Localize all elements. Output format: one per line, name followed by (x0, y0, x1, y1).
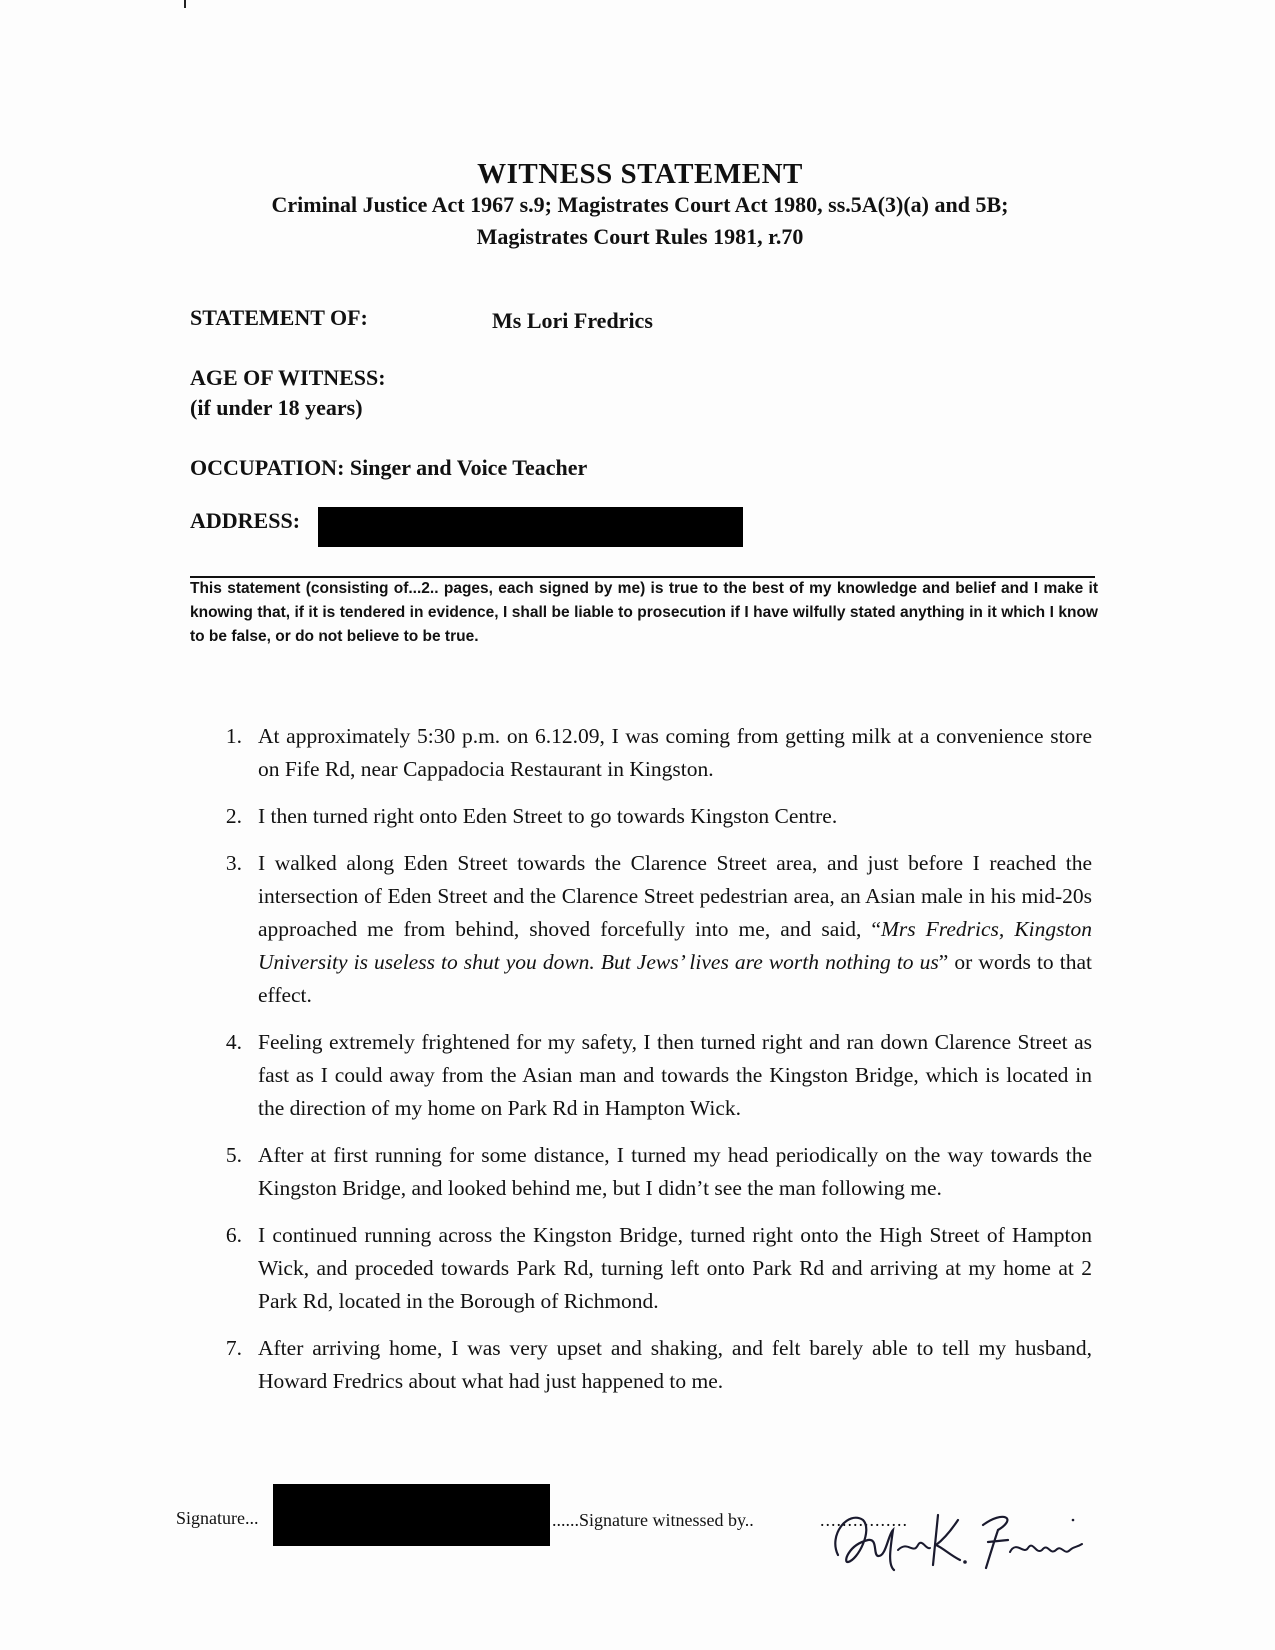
list-item (212, 1219, 1092, 1318)
list-item (212, 1026, 1092, 1125)
list-item (212, 1332, 1092, 1398)
occupation-label: OCCUPATION: (190, 455, 345, 480)
item-number: 3. (225, 851, 242, 875)
signature-label: Signature... (176, 1508, 259, 1528)
list-item (212, 1139, 1092, 1205)
occupation-value: Singer and Voice Teacher (349, 455, 588, 480)
declaration-text: This statement (consisting of...2.. pages, each signed by me) is true to the best of my knowledge and belief and I make it knowing that, if it is tendered in evidence, I shall be liable to prosecution if I have wilfully stated anything in it which I know to be false, or do not believe to be true. (190, 580, 1098, 645)
occupation-field (190, 455, 587, 481)
item-number: 2. (225, 804, 242, 828)
statement-of-label: STATEMENT OF: (190, 305, 368, 330)
item-number: 4. (225, 1030, 242, 1054)
item-text: I continued running across the Kingston Bridge, turned right onto the High Street of Hampton Wick, and proceded towards Park Rd, turning left onto Park Rd and arriving at my home at 2 Park Rd, located in the Borough of Richmond. (258, 1223, 1092, 1313)
document-subtitle-line1: Criminal Justice Act 1967 s.9; Magistrates Court Act 1980, ss.5A(3)(a) and 5B; (271, 192, 1009, 217)
list-item (212, 847, 1092, 1012)
signature-witnessed-dots: ................ (820, 1510, 908, 1530)
item-number: 7. (225, 1336, 242, 1360)
item-number: 5. (225, 1143, 242, 1167)
item-number: 1. (225, 724, 242, 748)
age-of-witness-note: (if under 18 years) (190, 395, 363, 420)
item-text: After at first running for some distance, I turned my head periodically on the way towards the Kingston Bridge, and looked behind me, but I didn’t see the man following me. (258, 1143, 1092, 1200)
address-label: ADDRESS: (190, 508, 301, 533)
item-text (258, 851, 1092, 1007)
item-text: After arriving home, I was very upset and shaking, and felt barely able to tell my husband, Howard Fredrics about what had just happened to me. (258, 1336, 1092, 1393)
list-item (212, 800, 1092, 833)
quoted-words: Mrs Fredrics, Kingston University is useless to shut you down. But Jews’ lives are worth nothing to us (258, 917, 1093, 974)
item-text-after: ” or words to that effect. (258, 950, 1092, 1007)
item-text-before: I walked along Eden Street towards the Clarence Street area, and just before I reached the intersection of Eden Street and the Clarence Street pedestrian area, an Asian male in his mid-20s approached me from behind, shoved forcefully into me, and said, “ (258, 851, 1092, 941)
item-text: I then turned right onto Eden Street to go towards Kingston Centre. (258, 804, 838, 828)
statement-items (212, 720, 1092, 1412)
item-text: At approximately 5:30 p.m. on 6.12.09, I was coming from getting milk at a convenience store on Fife Rd, near Cappadocia Restaurant in Kingston. (258, 724, 1092, 781)
age-of-witness-label: AGE OF WITNESS: (190, 365, 386, 390)
scan-mark (184, 0, 186, 8)
signature-witnessed-label: ......Signature witnessed by.. (552, 1510, 754, 1530)
item-number: 6. (225, 1223, 242, 1247)
document-subtitle-line2: Magistrates Court Rules 1981, r.70 (476, 224, 804, 249)
address-redaction (318, 507, 743, 547)
list-item (212, 720, 1092, 786)
signature-redaction (273, 1484, 550, 1546)
statement-of-value: Ms Lori Fredrics (492, 308, 653, 333)
document-title: WITNESS STATEMENT (477, 158, 803, 190)
handwritten-signature (818, 1500, 1088, 1580)
item-text: Feeling extremely frightened for my safety, I then turned right and ran down Clarence Street as fast as I could away from the Asian man and towards the Kingston Bridge, which is located in the direction of my home on Park Rd in Hampton Wick. (258, 1030, 1092, 1120)
